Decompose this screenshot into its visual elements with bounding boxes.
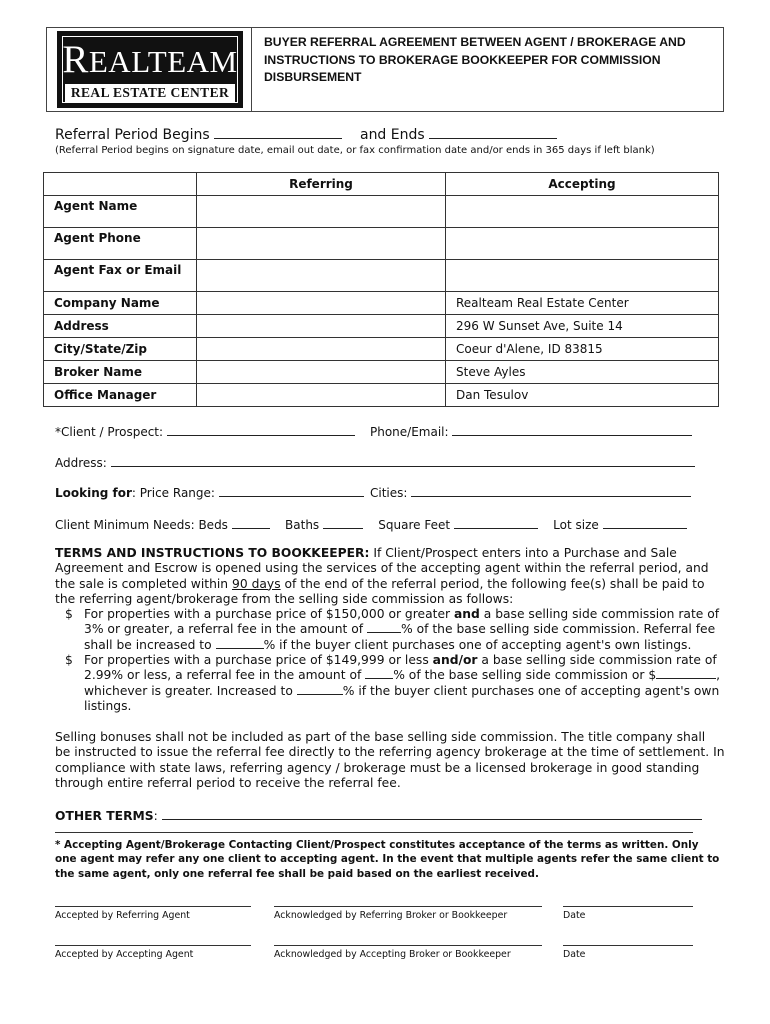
signature-caption: Acknowledged by Accepting Broker or Bookkeeper (274, 949, 511, 960)
signature-caption: Acknowledged by Referring Broker or Bookkeeper (274, 910, 508, 921)
bullet-1-line-3 (84, 638, 719, 653)
referring-date-line[interactable] (563, 906, 693, 907)
table-header-row (44, 173, 719, 196)
looking-for-label: Looking for (55, 486, 132, 500)
minimum-needs-line (55, 516, 687, 532)
signature-caption: Accepted by Referring Agent (55, 910, 190, 921)
period-ends-label: and Ends (359, 127, 425, 143)
bullet-text: 3% or greater, a referral fee in the amount of (84, 622, 367, 637)
accepting-broker-signature-line[interactable] (274, 945, 542, 946)
title-line-2: INSTRUCTIONS TO BROKERAGE BOOKKEEPER FOR COMMISSION (264, 52, 661, 67)
col-referring: Referring (197, 173, 446, 196)
increased-fee-percent-field[interactable] (216, 638, 264, 649)
bullet-emphasis: and (453, 607, 480, 621)
phone-email-label: Phone/Email: (370, 425, 449, 439)
table-row (44, 196, 719, 228)
table-row (44, 384, 719, 407)
referring-address-field[interactable] (197, 315, 446, 338)
referring-agent-phone-field[interactable] (197, 228, 446, 260)
referral-fee-percent-field-2[interactable] (365, 668, 393, 679)
terms-line-3 (55, 577, 709, 592)
note-line: one agent may refer any one client to accepting agent. In the event that multiple agents refer the same client to (55, 853, 720, 866)
bullet-2-line-1 (84, 653, 720, 668)
accepting-date-line[interactable] (563, 945, 693, 946)
accepting-address-value: 296 W Sunset Ave, Suite 14 (446, 315, 719, 338)
bullet-text: % of the base selling side commission. Referral fee (401, 622, 716, 637)
paragraph-line: compliance with state laws, referring agency / brokerage must be a licensed brokerage in good standing (55, 760, 700, 775)
period-begins-field[interactable] (214, 126, 342, 139)
logo-wordmark (59, 38, 241, 84)
title-line-3: DISBURSEMENT (264, 70, 362, 84)
bullet-emphasis: and/or (432, 653, 478, 667)
realteam-logo (57, 31, 243, 108)
baths-field[interactable] (323, 516, 363, 529)
other-terms-field[interactable] (162, 807, 702, 820)
table-row (44, 315, 719, 338)
phone-email-field[interactable] (452, 423, 692, 436)
signature-caption: Date (563, 949, 586, 960)
accepting-broker-value: Steve Ayles (446, 361, 719, 384)
row-label: Agent Name (44, 196, 197, 228)
accepting-agent-signature-line[interactable] (55, 945, 251, 946)
cities-label: Cities: (370, 486, 408, 500)
logo-initial: R (62, 38, 89, 81)
address-field[interactable] (111, 454, 695, 467)
bullet-symbol: $ (65, 653, 73, 667)
increased-fee-percent-field-2[interactable] (297, 684, 343, 695)
referring-agent-fax-field[interactable] (197, 260, 446, 292)
bullet-text: For properties with a purchase price of $150,000 or greater (84, 607, 454, 621)
document-title (264, 34, 714, 87)
address-label: Address: (55, 456, 107, 470)
client-label: *Client / Prospect: (55, 425, 164, 439)
row-label: Broker Name (44, 361, 197, 384)
logo-rest: EALTEAM (88, 44, 238, 79)
col-accepting: Accepting (446, 173, 719, 196)
logo-tagline: REAL ESTATE CENTER (65, 84, 235, 102)
selling-bonus-paragraph (55, 730, 725, 792)
baths-label: Baths (285, 518, 320, 532)
bullet-text: a base selling side commission rate of (479, 607, 720, 621)
referring-company-field[interactable] (197, 292, 446, 315)
price-range-field[interactable] (219, 484, 364, 497)
square-feet-field[interactable] (454, 516, 538, 529)
paragraph-line: be instructed to issue the referral fee directly to the referring agency brokerage at the time of settlement. In (55, 745, 725, 760)
bullet-text: shall be increased to (84, 637, 216, 652)
bullet-1-line-2 (84, 622, 719, 637)
bullet-text: a base selling side commission rate of (477, 653, 717, 667)
table-row (44, 292, 719, 315)
other-terms-colon: : (153, 809, 158, 823)
beds-field[interactable] (232, 516, 270, 529)
bullet-text: 2.99% or less, a referral fee in the amount of (84, 668, 366, 683)
referring-agent-name-field[interactable] (197, 196, 446, 228)
note-line: the same agent, only one referral fee shall be paid based on the earliest received. (55, 867, 539, 880)
referring-manager-field[interactable] (197, 384, 446, 407)
terms-line-4: the referring agent/brokerage from the selling side commission as follows: (55, 592, 514, 607)
table-row (44, 338, 719, 361)
bullet-text: For properties with a purchase price of $149,999 or less (84, 653, 433, 667)
accepting-manager-value: Dan Tesulov (446, 384, 719, 407)
other-terms-line (55, 807, 702, 823)
square-feet-label: Square Feet (378, 518, 451, 532)
minimum-fee-amount-field[interactable] (656, 668, 716, 679)
terms-line-2: Agreement and Escrow is opened using the services of the accepting agent within the referral period, and (55, 561, 709, 576)
lot-size-label: Lot size (553, 518, 599, 532)
header-box (46, 27, 724, 112)
accepting-agent-fax-field[interactable] (446, 260, 719, 292)
bullet-text: % if the buyer client purchases one of accepting agent's own (342, 683, 720, 698)
row-label: Agent Phone (44, 228, 197, 260)
paragraph-line: Selling bonuses shall not be included as part of the base selling side commission. The title company shall (55, 730, 706, 744)
other-terms-label: OTHER TERMS (55, 809, 154, 823)
cities-line (370, 484, 691, 500)
looking-for-line (55, 484, 364, 500)
price-range-label: : Price Range: (131, 486, 215, 500)
bullet-symbol: $ (65, 607, 73, 621)
table-row (44, 228, 719, 260)
table-row (44, 260, 719, 292)
signature-caption: Date (563, 910, 586, 921)
bullet-2-line-2 (84, 668, 720, 683)
paragraph-line: through entire referral period to receive the referral fee. (55, 776, 401, 791)
other-terms-second-line[interactable] (55, 832, 693, 833)
referring-broker-field[interactable] (197, 361, 446, 384)
terms-text: the sale is completed within (55, 576, 233, 591)
terms-heading: TERMS AND INSTRUCTIONS TO BOOKKEEPER: (55, 546, 370, 560)
period-note: (Referral Period begins on signature date, email out date, or fax confirmation date and/or ends in 365 days if left blank) (55, 145, 655, 156)
phone-email-line (370, 423, 692, 439)
client-line (55, 423, 355, 439)
acceptance-note (55, 838, 725, 881)
logo-cell (47, 28, 252, 111)
terms-line-1 (55, 546, 709, 561)
client-field[interactable] (167, 423, 355, 436)
accepting-company-value: Realteam Real Estate Center (446, 292, 719, 315)
days-value: 90 days (232, 576, 281, 591)
title-line-1: BUYER REFERRAL AGREEMENT BETWEEN AGENT / BROKERAGE AND (264, 35, 686, 49)
address-line (55, 454, 695, 470)
bullet-2 (84, 653, 720, 715)
accepting-city-value: Coeur d'Alene, ID 83815 (446, 338, 719, 361)
terms-text: If Client/Prospect enters into a Purchase and Sale (369, 546, 677, 560)
bullet-text: % if the buyer client purchases one of accepting agent's own listings. (263, 637, 692, 652)
beds-label: Client Minimum Needs: Beds (55, 518, 228, 532)
referring-broker-signature-line[interactable] (274, 906, 542, 907)
period-ends-field[interactable] (429, 126, 557, 139)
bullet-1 (84, 607, 719, 653)
lot-size-field[interactable] (603, 516, 687, 529)
accepting-agent-phone-field[interactable] (446, 228, 719, 260)
bullet-text: , (716, 668, 721, 683)
referral-period-line (55, 126, 557, 143)
row-label: City/State/Zip (44, 338, 197, 361)
row-label: Address (44, 315, 197, 338)
row-label: Company Name (44, 292, 197, 315)
terms-paragraph (55, 546, 709, 608)
bullet-text: % of the base selling side commission or $ (393, 668, 657, 683)
accepting-agent-name-field[interactable] (446, 196, 719, 228)
row-label: Agent Fax or Email (44, 260, 197, 292)
bullet-2-line-3 (84, 684, 720, 699)
agents-table (43, 172, 719, 407)
row-label: Office Manager (44, 384, 197, 407)
cities-field[interactable] (411, 484, 691, 497)
referring-agent-signature-line[interactable] (55, 906, 251, 907)
referral-fee-percent-field[interactable] (367, 622, 401, 633)
note-line: * Accepting Agent/Brokerage Contacting Client/Prospect constitutes acceptance of the terms as written. Only (55, 839, 699, 851)
table-corner-cell (44, 173, 197, 196)
bullet-2-line-4: listings. (84, 699, 132, 714)
bullet-text: whichever is greater. Increased to (84, 683, 297, 698)
bullet-1-line-1 (84, 607, 719, 622)
period-begins-label: Referral Period Begins (55, 127, 210, 143)
table-row (44, 361, 719, 384)
terms-text: of the end of the referral period, the following fee(s) shall be paid to (280, 576, 705, 591)
signature-caption: Accepted by Accepting Agent (55, 949, 194, 960)
referring-city-field[interactable] (197, 338, 446, 361)
